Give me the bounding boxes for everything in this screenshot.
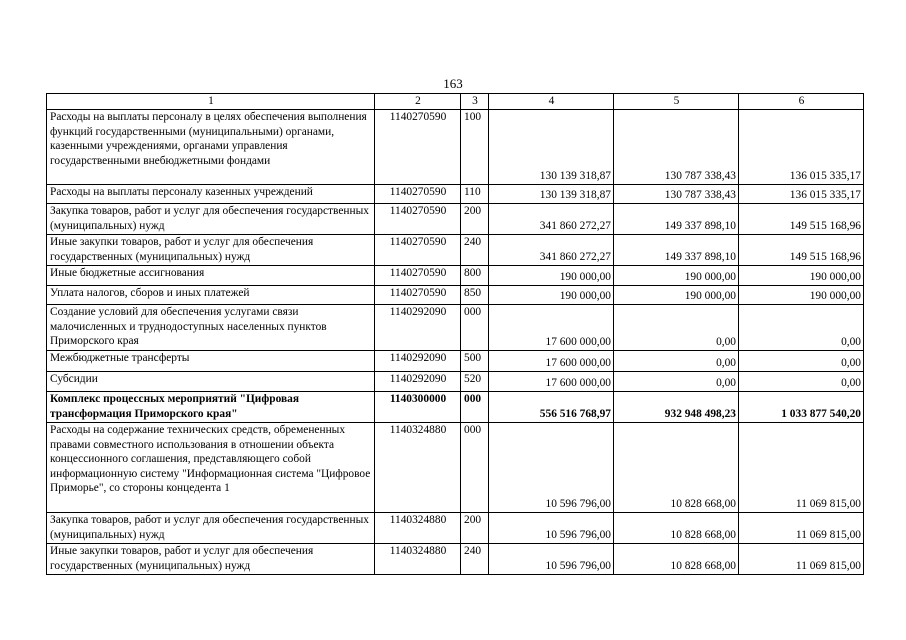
table-row — [47, 372, 864, 392]
expense-name: Расходы на выплаты персоналу казенных учреждений — [47, 185, 375, 204]
target-article-code: 1140270590 — [375, 286, 461, 305]
expense-name: Уплата налогов, сборов и иных платежей — [47, 286, 375, 305]
expense-name: Закупка товаров, работ и услуг для обеспечения государственных (муниципальных) нужд — [47, 204, 375, 235]
table-row — [47, 110, 864, 185]
expense-name: Создание условий для обеспечения услугами связи малочисленных и труднодоступных населенных пунктов Приморского края — [47, 305, 375, 351]
amount-year-1: 10 596 796,00 — [489, 513, 614, 544]
table-row — [47, 544, 864, 575]
table-row — [47, 305, 864, 351]
column-header: 6 — [739, 94, 864, 110]
amount-year-1: 190 000,00 — [489, 286, 614, 305]
amount-year-1: 17 600 000,00 — [489, 351, 614, 372]
amount-year-3: 0,00 — [739, 305, 864, 351]
expense-name: Расходы на выплаты персоналу в целях обеспечения выполнения функций государственными (муниципальными) органами, казенными учреждениями, органами управления государственными внебюджетными фондами — [47, 110, 375, 185]
expense-type-code: 850 — [461, 286, 489, 305]
target-article-code: 1140324880 — [375, 423, 461, 513]
amount-year-1: 10 596 796,00 — [489, 423, 614, 513]
table-row — [47, 351, 864, 372]
amount-year-3: 136 015 335,17 — [739, 110, 864, 185]
amount-year-2: 10 828 668,00 — [614, 423, 739, 513]
amount-year-1: 130 139 318,87 — [489, 185, 614, 204]
expense-name: Закупка товаров, работ и услуг для обеспечения государственных (муниципальных) нужд — [47, 513, 375, 544]
amount-year-1: 190 000,00 — [489, 266, 614, 286]
amount-year-2: 190 000,00 — [614, 266, 739, 286]
expense-type-code: 240 — [461, 235, 489, 266]
target-article-code: 1140292090 — [375, 372, 461, 392]
amount-year-2: 149 337 898,10 — [614, 235, 739, 266]
amount-year-3: 0,00 — [739, 351, 864, 372]
expense-type-code: 000 — [461, 423, 489, 513]
table-row — [47, 286, 864, 305]
expense-type-code: 200 — [461, 513, 489, 544]
amount-year-3: 1 033 877 540,20 — [739, 392, 864, 423]
expense-name: Иные закупки товаров, работ и услуг для обеспечения государственных (муниципальных) нужд — [47, 544, 375, 575]
amount-year-2: 130 787 338,43 — [614, 110, 739, 185]
column-header: 5 — [614, 94, 739, 110]
amount-year-1: 10 596 796,00 — [489, 544, 614, 575]
expense-name: Межбюджетные трансферты — [47, 351, 375, 372]
amount-year-2: 0,00 — [614, 351, 739, 372]
expense-name: Комплекс процессных мероприятий "Цифровая трансформация Приморского края" — [47, 392, 375, 423]
amount-year-3: 11 069 815,00 — [739, 423, 864, 513]
amount-year-1: 341 860 272,27 — [489, 235, 614, 266]
expense-type-code: 800 — [461, 266, 489, 286]
target-article-code: 1140300000 — [375, 392, 461, 423]
amount-year-3: 190 000,00 — [739, 286, 864, 305]
amount-year-2: 0,00 — [614, 305, 739, 351]
amount-year-3: 0,00 — [739, 372, 864, 392]
amount-year-3: 149 515 168,96 — [739, 235, 864, 266]
page-number: 163 — [443, 76, 463, 91]
expense-type-code: 500 — [461, 351, 489, 372]
amount-year-1: 17 600 000,00 — [489, 372, 614, 392]
amount-year-2: 932 948 498,23 — [614, 392, 739, 423]
expense-type-code: 000 — [461, 392, 489, 423]
amount-year-1: 130 139 318,87 — [489, 110, 614, 185]
table-row — [47, 266, 864, 286]
expense-name: Субсидии — [47, 372, 375, 392]
target-article-code: 1140270590 — [375, 204, 461, 235]
table-row — [47, 423, 864, 513]
amount-year-3: 190 000,00 — [739, 266, 864, 286]
budget-table — [46, 93, 864, 575]
amount-year-2: 10 828 668,00 — [614, 513, 739, 544]
table-row — [47, 204, 864, 235]
amount-year-2: 10 828 668,00 — [614, 544, 739, 575]
amount-year-3: 11 069 815,00 — [739, 513, 864, 544]
amount-year-1: 341 860 272,27 — [489, 204, 614, 235]
amount-year-3: 136 015 335,17 — [739, 185, 864, 204]
amount-year-2: 149 337 898,10 — [614, 204, 739, 235]
amount-year-2: 0,00 — [614, 372, 739, 392]
expense-name: Иные бюджетные ассигнования — [47, 266, 375, 286]
column-header: 2 — [375, 94, 461, 110]
expense-type-code: 520 — [461, 372, 489, 392]
amount-year-2: 130 787 338,43 — [614, 185, 739, 204]
expense-name: Расходы на содержание технических средств, обремененных правами совместного использования в отношении объекта концессионного соглашения, представляющего собой информационную систему "Информационная система "Цифровое Приморье", со стороны концедента 1 — [47, 423, 375, 513]
table-row-subtotal — [47, 392, 864, 423]
column-header: 1 — [47, 94, 375, 110]
table-row — [47, 513, 864, 544]
target-article-code: 1140292090 — [375, 351, 461, 372]
amount-year-1: 17 600 000,00 — [489, 305, 614, 351]
amount-year-3: 11 069 815,00 — [739, 544, 864, 575]
target-article-code: 1140324880 — [375, 513, 461, 544]
expense-type-code: 000 — [461, 305, 489, 351]
amount-year-2: 190 000,00 — [614, 286, 739, 305]
column-header: 3 — [461, 94, 489, 110]
table-row — [47, 185, 864, 204]
expense-type-code: 110 — [461, 185, 489, 204]
expense-type-code: 100 — [461, 110, 489, 185]
target-article-code: 1140270590 — [375, 266, 461, 286]
column-header: 4 — [489, 94, 614, 110]
table-header-row — [47, 94, 864, 110]
expense-name: Иные закупки товаров, работ и услуг для обеспечения государственных (муниципальных) нужд — [47, 235, 375, 266]
expense-type-code: 240 — [461, 544, 489, 575]
amount-year-3: 149 515 168,96 — [739, 204, 864, 235]
expense-type-code: 200 — [461, 204, 489, 235]
target-article-code: 1140270590 — [375, 110, 461, 185]
table-row — [47, 235, 864, 266]
target-article-code: 1140270590 — [375, 185, 461, 204]
target-article-code: 1140292090 — [375, 305, 461, 351]
target-article-code: 1140324880 — [375, 544, 461, 575]
amount-year-1: 556 516 768,97 — [489, 392, 614, 423]
target-article-code: 1140270590 — [375, 235, 461, 266]
